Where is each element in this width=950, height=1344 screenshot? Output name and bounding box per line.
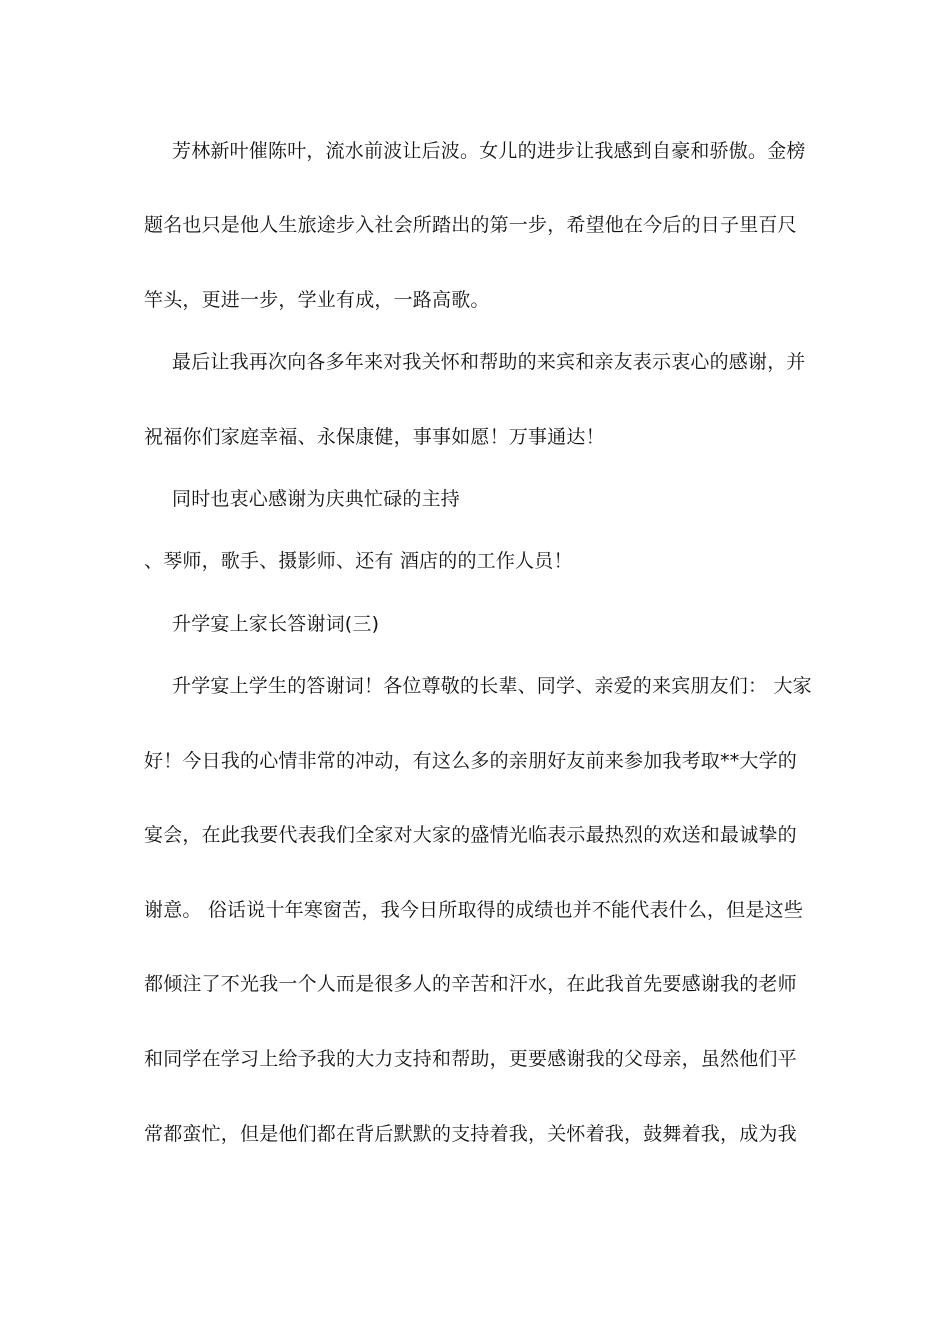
text-line: 、琴师，歌手、摄影师、还有 酒店的的工作人员！ bbox=[144, 550, 573, 572]
text-line: 芳林新叶催陈叶，流水前波让后波。女儿的进步让我感到自豪和骄傲。金榜 bbox=[172, 140, 806, 162]
section-heading: 升学宴上家长答谢词(三) bbox=[172, 613, 380, 635]
text-line: 谢意。 俗话说十年寒窗苦，我今日所取得的成绩也并不能代表什么，但是这些 bbox=[144, 899, 804, 921]
text-line: 题名也只是他人生旅途步入社会所踏出的第一步，希望他在今后的日子里百尺 bbox=[144, 214, 797, 236]
text-line: 最后让我再次向各多年来对我关怀和帮助的来宾和亲友表示衷心的感谢，并 bbox=[172, 351, 806, 373]
text-line: 祝福你们家庭幸福、永保康健，事事如愿！万事通达！ bbox=[144, 426, 605, 448]
text-line: 竿头，更进一步，学业有成，一路高歌。 bbox=[144, 289, 490, 311]
text-line: 同时也衷心感谢为庆典忙碌的主持 bbox=[172, 488, 461, 510]
text-line: 好！今日我的心情非常的冲动，有这么多的亲朋好友前来参加我考取**大学的 bbox=[144, 750, 798, 772]
text-line: 和同学在学习上给予我的大力支持和帮助，更要感谢我的父母亲，虽然他们平 bbox=[144, 1048, 797, 1070]
text-line: 常都蛮忙，但是他们都在背后默默的支持着我，关怀着我，鼓舞着我，成为我 bbox=[144, 1123, 797, 1145]
text-line: 都倾注了不光我一个人而是很多人的辛苦和汗水，在此我首先要感谢我的老师 bbox=[144, 973, 797, 995]
text-line: 宴会，在此我要代表我们全家对大家的盛情光临表示最热烈的欢送和最诚挚的 bbox=[144, 824, 797, 846]
text-line: 升学宴上学生的答谢词！各位尊敬的长辈、同学、亲爱的来宾朋友们： 大家 bbox=[172, 675, 812, 697]
